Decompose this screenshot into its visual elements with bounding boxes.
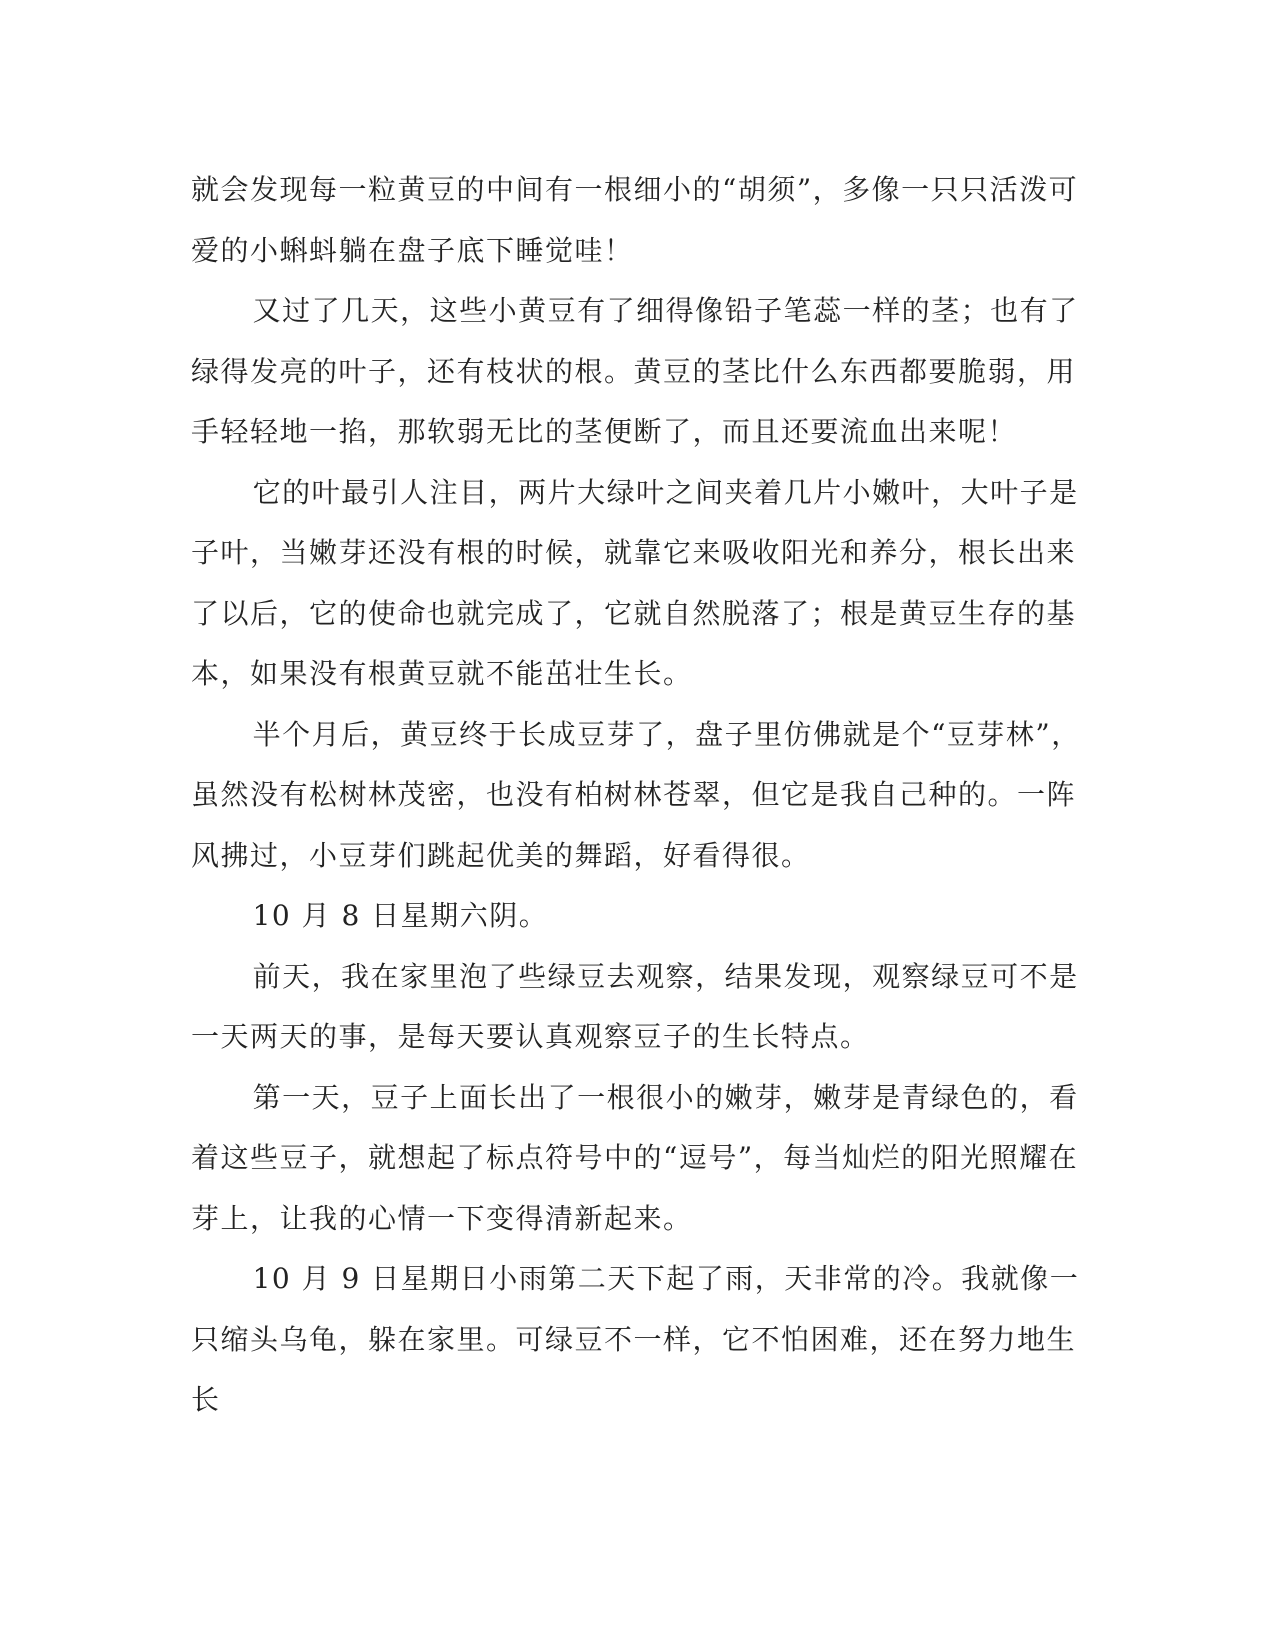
paragraph-6: 前天，我在家里泡了些绿豆去观察，结果发现，观察绿豆可不是一天两天的事，是每天要认真观察豆子的生长特点。 xyxy=(191,959,1079,1053)
paragraph-2: 又过了几天，这些小黄豆有了细得像铅子笔蕊一样的茎；也有了绿得发亮的叶子，还有枝状的根。黄豆的茎比什么东西都要脆弱，用手轻轻地一掐，那软弱无比的茎便断了，而且还要流血出来呢！ xyxy=(191,294,1079,448)
paragraph-4: 半个月后，黄豆终于长成豆芽了，盘子里仿佛就是个“豆芽林”，虽然没有松树林茂密，也没有柏树林苍翠，但它是我自己种的。一阵风拂过，小豆芽们跳起优美的舞蹈，好看得很。 xyxy=(191,717,1081,872)
paragraph-8: 10 月 9 日星期日小雨第二天下起了雨，天非常的冷。我就像一只缩头乌龟，躲在家里。可绿豆不一样，它不怕困难，还在努力地生长 xyxy=(191,1262,1080,1416)
paragraph-5-date: 10 月 8 日星期六阴。 xyxy=(252,899,549,932)
paragraph-3: 它的叶最引人注目，两片大绿叶之间夹着几片小嫩叶，大叶子是子叶，当嫩芽还没有根的时候，就靠它来吸收阳光和养分，根长出来了以后，它的使命也就完成了，它就自然脱落了；根是黄豆生存的基本，如果没有根黄豆就不能茁壮生长。 xyxy=(191,475,1079,690)
paragraph-1: 就会发现每一粒黄豆的中间有一根细小的“胡须”，多像一只只活泼可爱的小蝌蚪躺在盘子底下睡觉哇！ xyxy=(191,173,1079,267)
document-body xyxy=(191,160,1091,1431)
paragraph-7: 第一天，豆子上面长出了一根很小的嫩芽，嫩芽是青绿色的，看着这些豆子，就想起了标点符号中的“逗号”，每当灿烂的阳光照耀在芽上，让我的心情一下变得清新起来。 xyxy=(191,1080,1079,1235)
